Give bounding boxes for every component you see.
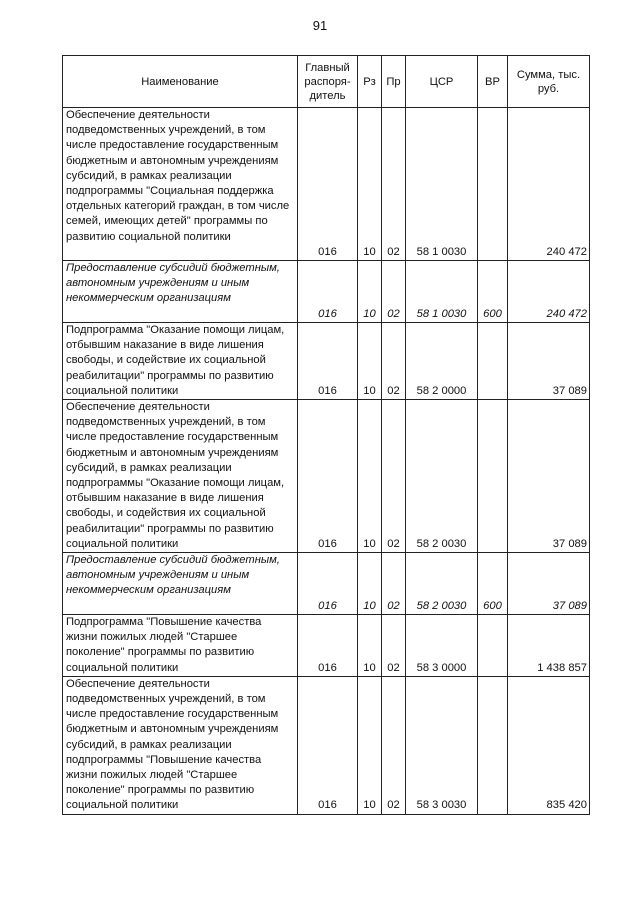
header-subsection: Пр xyxy=(382,56,406,108)
row-name: Обеспечение деятельности подведомственных учреждений, в том числе предоставление государственным бюджетным и автономным учреждениям субсидий, в рамках реализации подпрограммы "Оказание помощи лицам, отбывшим наказание в виде лишения свободы, и содействия их социальной реабилитации" программы по развитию социальной политики xyxy=(63,400,298,553)
row-subsection: 02 xyxy=(382,108,406,261)
row-amount: 240 472 xyxy=(508,108,590,261)
row-target-article: 58 1 0030 xyxy=(406,108,478,261)
row-subsection: 02 xyxy=(382,553,406,615)
row-name: Подпрограмма "Оказание помощи лицам, отбывшим наказание в виде лишения свободы, и содействие их социальной реабилитации" программы по развитию социальной политики xyxy=(63,323,298,400)
row-target-article: 58 3 0030 xyxy=(406,676,478,814)
budget-table xyxy=(62,55,590,815)
page-number: 91 xyxy=(312,18,328,33)
row-name: Обеспечение деятельности подведомственных учреждений, в том числе предоставление государственным бюджетным и автономным учреждениям субсидий, в рамках реализации подпрограммы "Повышение качества жизни пожилых людей "Старшее поколение" программы по развитию социальной политики xyxy=(63,676,298,814)
row-name: Обеспечение деятельности подведомственных учреждений, в том числе предоставление государственным бюджетным и автономным учреждениям субсидий, в рамках реализации подпрограммы "Социальная поддержка отдельных категорий граждан, в том числе семей, имеющих детей" программы по развитию социальной политики xyxy=(63,108,298,261)
row-main-manager: 016 xyxy=(298,261,358,323)
row-amount: 1 438 857 xyxy=(508,615,590,677)
row-main-manager: 016 xyxy=(298,615,358,677)
row-amount: 240 472 xyxy=(508,261,590,323)
row-target-article: 58 2 0030 xyxy=(406,400,478,553)
row-section: 10 xyxy=(358,553,382,615)
row-expense-type: 600 xyxy=(478,553,508,615)
row-name: Предоставление субсидий бюджетным, автономным учреждениям и иным некоммерческим организациям xyxy=(63,261,298,323)
row-main-manager: 016 xyxy=(298,676,358,814)
row-target-article: 58 2 0000 xyxy=(406,323,478,400)
row-subsection: 02 xyxy=(382,615,406,677)
table-row xyxy=(63,553,590,615)
table-row xyxy=(63,615,590,677)
row-main-manager: 016 xyxy=(298,323,358,400)
row-section: 10 xyxy=(358,261,382,323)
row-subsection: 02 xyxy=(382,400,406,553)
row-expense-type xyxy=(478,615,508,677)
row-subsection: 02 xyxy=(382,261,406,323)
row-section: 10 xyxy=(358,323,382,400)
row-section: 10 xyxy=(358,108,382,261)
row-amount: 37 089 xyxy=(508,323,590,400)
row-expense-type xyxy=(478,108,508,261)
header-main-manager: Главный распоря-дитель xyxy=(298,56,358,108)
header-expense-type: ВР xyxy=(478,56,508,108)
row-subsection: 02 xyxy=(382,323,406,400)
row-amount: 37 089 xyxy=(508,553,590,615)
row-subsection: 02 xyxy=(382,676,406,814)
row-expense-type xyxy=(478,323,508,400)
row-main-manager: 016 xyxy=(298,108,358,261)
header-section: Рз xyxy=(358,56,382,108)
header-name: Наименование xyxy=(63,56,298,108)
header-target-article: ЦСР xyxy=(406,56,478,108)
row-section: 10 xyxy=(358,676,382,814)
table-row xyxy=(63,261,590,323)
row-main-manager: 016 xyxy=(298,400,358,553)
row-name: Предоставление субсидий бюджетным, автономным учреждениям и иным некоммерческим организациям xyxy=(63,553,298,615)
table-row xyxy=(63,400,590,553)
table-row xyxy=(63,108,590,261)
table-row xyxy=(63,676,590,814)
row-target-article: 58 3 0000 xyxy=(406,615,478,677)
row-target-article: 58 2 0030 xyxy=(406,553,478,615)
header-amount: Сумма, тыс. руб. xyxy=(508,56,590,108)
row-expense-type xyxy=(478,400,508,553)
row-amount: 37 089 xyxy=(508,400,590,553)
row-main-manager: 016 xyxy=(298,553,358,615)
row-section: 10 xyxy=(358,400,382,553)
row-target-article: 58 1 0030 xyxy=(406,261,478,323)
row-expense-type: 600 xyxy=(478,261,508,323)
row-amount: 835 420 xyxy=(508,676,590,814)
table-row xyxy=(63,323,590,400)
row-section: 10 xyxy=(358,615,382,677)
row-name: Подпрограмма "Повышение качества жизни пожилых людей "Старшее поколение" программы по развитию социальной политики xyxy=(63,615,298,677)
header-row xyxy=(63,56,590,108)
row-expense-type xyxy=(478,676,508,814)
